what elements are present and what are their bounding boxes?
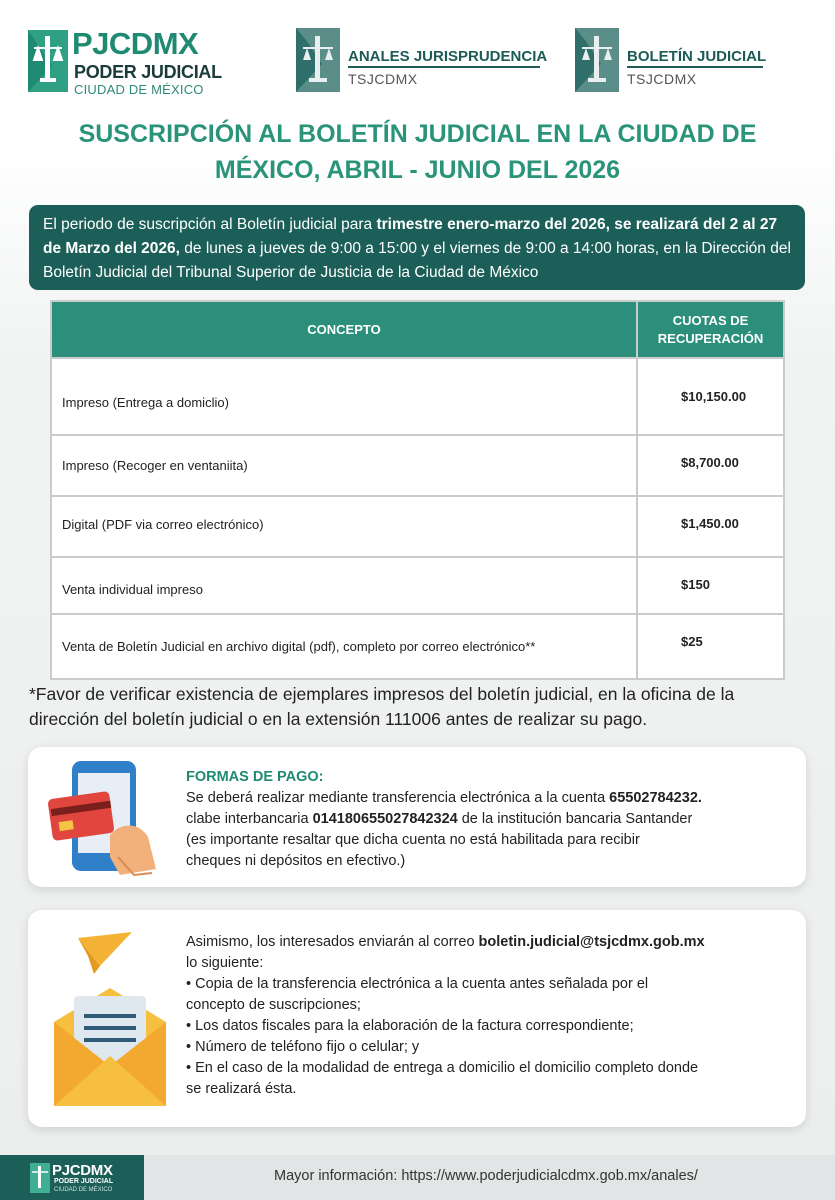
payment-bank: de la institución bancaria Santander bbox=[457, 811, 693, 827]
note-line2: dirección del boletín judicial o en la extensión 111006 antes de realizar su pago. bbox=[29, 709, 648, 729]
mobile-payment-icon bbox=[48, 757, 164, 881]
availability-note bbox=[29, 682, 819, 732]
email-line5: • Los datos fiscales para la elaboración de la factura correspondiente; bbox=[186, 1018, 634, 1034]
footer-info-link[interactable]: Mayor información: https://www.poderjudicialcdmx.gob.mx/anales/ bbox=[274, 1168, 698, 1184]
pj-emblem-icon bbox=[30, 1163, 50, 1193]
payment-line4: cheques ni depósitos en efectivo.) bbox=[186, 853, 406, 869]
email-line1: Asimismo, los interesados enviarán al correo bbox=[186, 934, 479, 950]
header-fees-line1: CUOTAS DE bbox=[672, 312, 749, 328]
footer-logo-name: PODER JUDICIAL bbox=[54, 1178, 114, 1185]
page-title-line2: MÉXICO, ABRIL - JUNIO DEL 2026 bbox=[214, 156, 621, 184]
payment-clabe: 014180655027842324 bbox=[312, 811, 458, 827]
payment-heading: FORMAS DE PAGO: bbox=[186, 769, 324, 785]
page-title bbox=[40, 116, 795, 188]
email-text bbox=[186, 932, 786, 1100]
email-line6: • Número de teléfono fijo o celular; y bbox=[186, 1039, 420, 1055]
row-concept: Digital (PDF via correo electrónico) bbox=[62, 517, 264, 532]
boletin-logo-rule bbox=[627, 66, 763, 68]
row-concept: Impreso (Entrega a domiclio) bbox=[62, 395, 229, 410]
payment-card bbox=[28, 747, 806, 887]
intro-dates: trimestre enero-marzo del 2026, se realizará del 2 al 27 de Marzo del 2026, bbox=[43, 216, 778, 257]
table-row bbox=[50, 558, 785, 615]
pj-emblem-icon bbox=[28, 26, 72, 96]
table-row bbox=[50, 359, 785, 436]
anales-logo-subtitle: TSJCDMX bbox=[348, 71, 418, 87]
pj-logo-city: CIUDAD DE MÉXICO bbox=[74, 82, 204, 97]
payment-line2: clabe interbancaria bbox=[186, 811, 313, 827]
tsj-emblem-icon bbox=[296, 28, 340, 92]
pj-logo-name: PODER JUDICIAL bbox=[74, 62, 222, 82]
email-envelope-icon bbox=[50, 930, 170, 1110]
payment-text bbox=[186, 767, 786, 872]
row-fee: $1,450.00 bbox=[681, 516, 739, 531]
email-address[interactable]: boletin.judicial@tsjcdmx.gob.mx bbox=[478, 934, 705, 950]
email-line2: lo siguiente: bbox=[186, 955, 264, 971]
intro-text-1: El periodo de suscripción al Boletín judicial para bbox=[43, 216, 377, 233]
payment-line1: Se deberá realizar mediante transferencia electrónica a la cuenta bbox=[186, 790, 610, 806]
table-row bbox=[50, 436, 785, 497]
boletin-logo[interactable] bbox=[575, 28, 775, 92]
anales-logo-title: ANALES JURISPRUDENCIA bbox=[348, 48, 548, 65]
boletin-logo-subtitle: TSJCDMX bbox=[627, 71, 697, 87]
email-card bbox=[28, 910, 806, 1127]
email-line4: concepto de suscripciones; bbox=[186, 997, 361, 1013]
row-concept: Impreso (Recoger en ventaniita) bbox=[62, 458, 248, 473]
footer bbox=[0, 1155, 835, 1200]
footer-logo-acronym: PJCDMX bbox=[52, 1162, 113, 1179]
intro-text-2: de lunes a jueves de 9:00 a 15:00 y el viernes de 9:00 a 14:00 horas, en la Dirección del Boletín Judicial del Tribunal Superior de Justicia de la Ciudad de México bbox=[43, 240, 791, 281]
header-fees bbox=[636, 302, 783, 357]
row-fee: $150 bbox=[681, 577, 710, 592]
table-row bbox=[50, 497, 785, 558]
boletin-logo-title: BOLETÍN JUDICIAL bbox=[627, 48, 767, 65]
pj-logo-acronym: PJCDMX bbox=[72, 26, 199, 61]
row-fee: $25 bbox=[681, 634, 703, 649]
row-concept: Venta individual impreso bbox=[62, 582, 203, 597]
page-title-line1: SUSCRIPCIÓN AL BOLETÍN JUDICIAL EN LA CIUDAD DE bbox=[78, 120, 757, 148]
row-concept: Venta de Boletín Judicial en archivo digital (pdf), completo por correo electrónico** bbox=[62, 639, 536, 654]
tsj-emblem-icon bbox=[575, 28, 619, 92]
pj-logo[interactable] bbox=[28, 26, 238, 98]
payment-account: 65502784232. bbox=[609, 790, 702, 806]
anales-logo[interactable] bbox=[296, 28, 546, 92]
footer-logo-city: CIUDAD DE MÉXICO bbox=[54, 1187, 113, 1193]
email-line8: se realizará ésta. bbox=[186, 1081, 297, 1097]
email-line7: • En el caso de la modalidad de entrega a domicilio el domicilio completo donde bbox=[186, 1060, 699, 1076]
header-fees-line2: RECUPERACIÓN bbox=[657, 330, 764, 346]
intro-banner bbox=[29, 205, 805, 290]
email-line3: • Copia de la transferencia electrónica a la cuenta antes señalada por el bbox=[186, 976, 649, 992]
row-fee: $8,700.00 bbox=[681, 455, 739, 470]
payment-line3: (es importante resaltar que dicha cuenta no está habilitada para recibir bbox=[186, 832, 640, 848]
footer-logo[interactable] bbox=[0, 1155, 144, 1200]
anales-logo-rule bbox=[348, 66, 540, 68]
header-concept: CONCEPTO bbox=[307, 322, 381, 337]
header bbox=[0, 0, 835, 110]
table-header bbox=[50, 300, 785, 359]
note-line1: *Favor de verificar existencia de ejemplares impresos del boletín judicial, en la oficina de la bbox=[29, 684, 735, 704]
table-row bbox=[50, 615, 785, 680]
row-fee: $10,150.00 bbox=[681, 389, 747, 404]
